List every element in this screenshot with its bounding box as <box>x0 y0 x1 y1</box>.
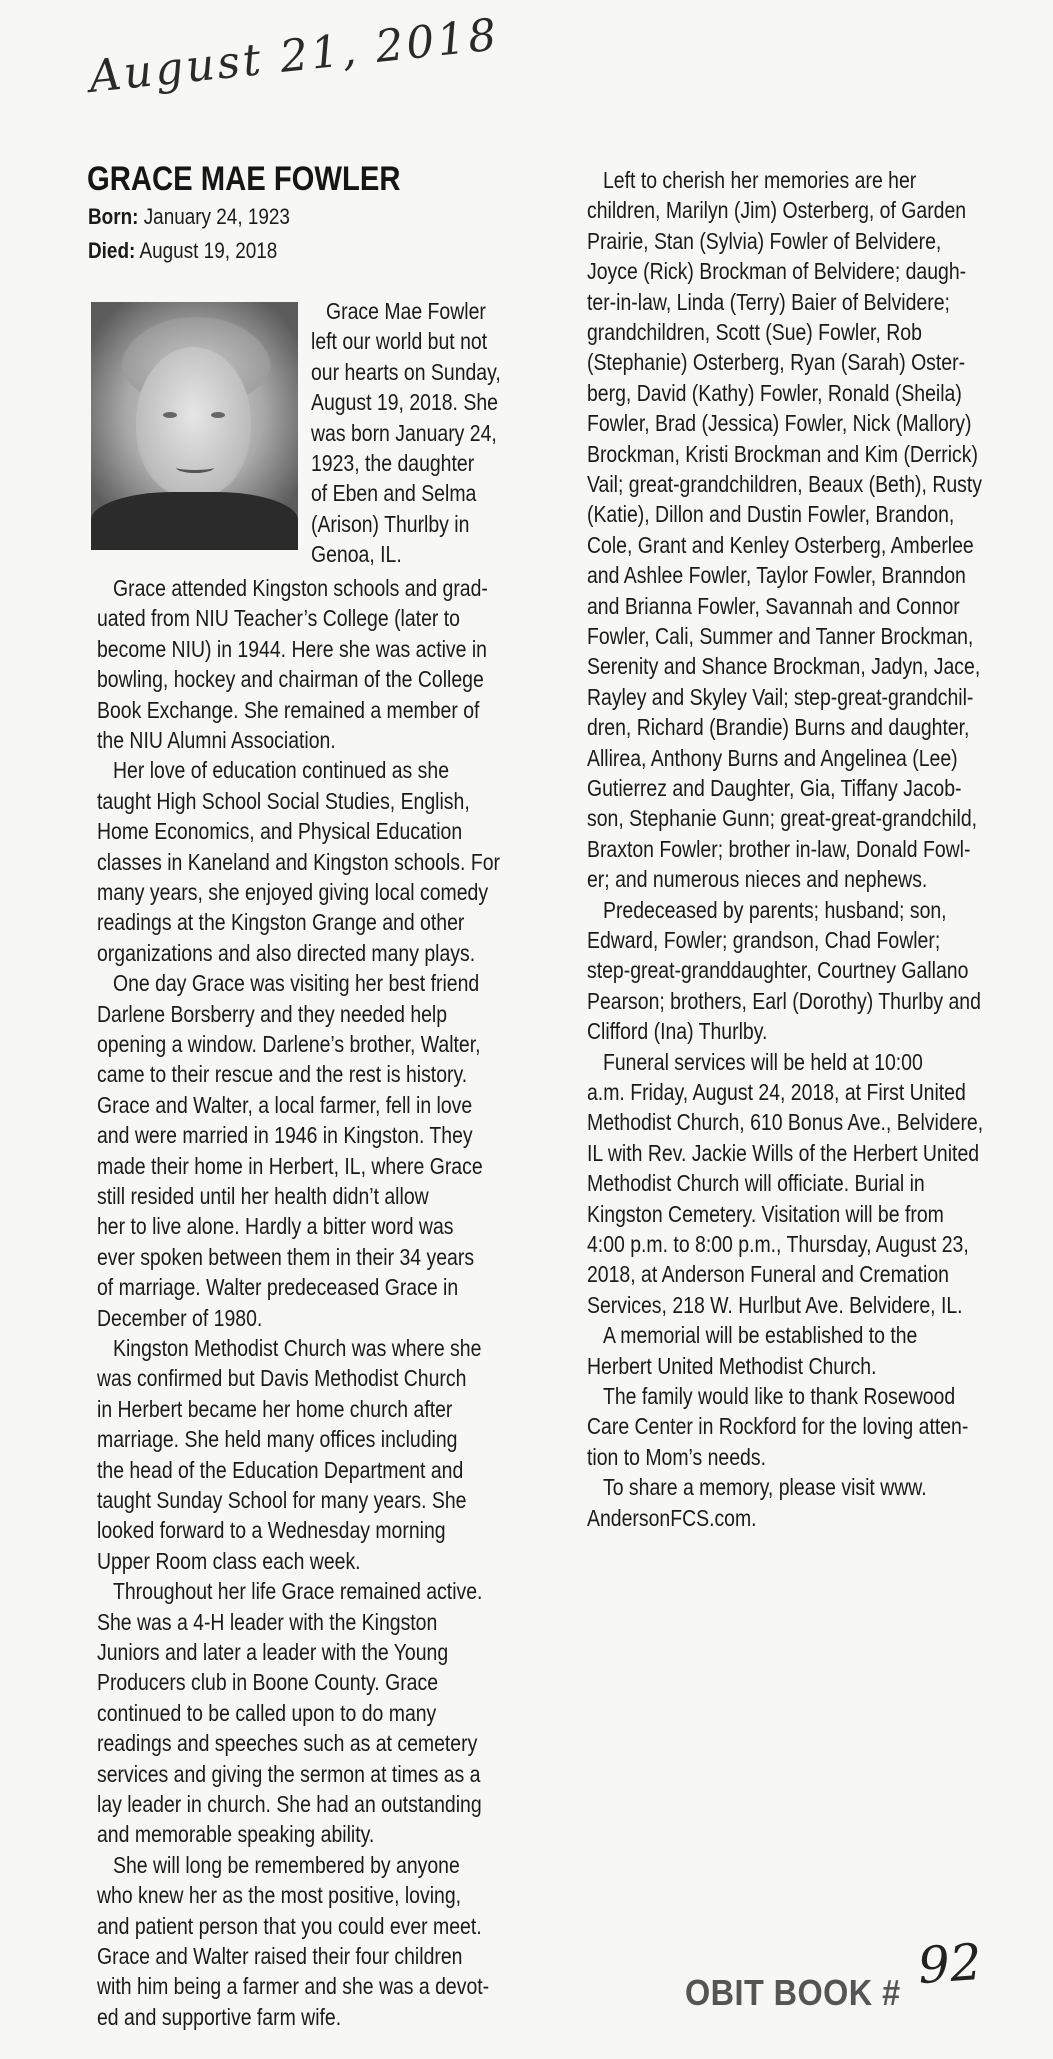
text-line: and patient person that you could ever meet. <box>97 1912 482 1939</box>
text-line: Darlene Borsberry and they needed help <box>97 1000 448 1027</box>
paragraph-line <box>587 347 1034 377</box>
paragraph-line <box>97 1211 519 1241</box>
paragraph-line <box>97 1698 499 1728</box>
text-line: Kingston Cemetery. Visitation will be from <box>587 1200 944 1227</box>
text-line: Grace and Walter raised their four children <box>97 1943 463 1969</box>
paragraph-line <box>97 1667 501 1697</box>
text-line: Clifford (Ina) Thurlby. <box>587 1018 768 1045</box>
paragraph-line <box>587 1290 1031 1320</box>
text-line: To share a memory, please visit www. <box>603 1474 927 1501</box>
text-line: looked forward to a Wednesday morning <box>97 1517 446 1544</box>
text-line: was confirmed but Davis Methodist Church <box>97 1365 467 1392</box>
text-line: organizations and also directed many plays. <box>97 939 476 966</box>
text-line: ter-in-law, Linda (Terry) Baier of Belvidere; <box>587 288 950 315</box>
paragraph-line <box>587 499 1022 529</box>
paragraph-line <box>97 1151 553 1181</box>
text-line: Joyce (Rick) Brockman of Belvidere; daugh- <box>587 258 967 285</box>
paragraph-line <box>97 1728 547 1758</box>
text-line: Brockman, Kristi Brockman and Kim (Derrick) <box>587 440 978 467</box>
paragraph-line <box>603 1381 1020 1411</box>
intro-line <box>326 296 515 326</box>
paragraph-line <box>97 1880 528 1910</box>
text-line: er; and numerous nieces and nephews. <box>587 866 928 893</box>
paragraph-line <box>587 560 1035 590</box>
paragraph-line <box>587 226 1006 256</box>
paragraph-line <box>97 1424 524 1454</box>
text-line: (Arison) Thurlby in <box>311 510 470 537</box>
paragraph-line <box>587 530 1045 560</box>
paragraph-line <box>97 1941 530 1971</box>
text-line: dren, Richard (Brandie) Burns and daughter, <box>587 714 970 741</box>
paragraph-line <box>113 755 511 785</box>
paragraph-line <box>603 1320 975 1350</box>
text-line: bowling, hockey and chairman of the College <box>97 666 484 693</box>
paragraph-line <box>587 864 990 894</box>
born-date: January 24, 1923 <box>143 204 290 229</box>
text-line: Pearson; brothers, Earl (Dorothy) Thurlby and <box>587 987 981 1014</box>
text-line: services and giving the sermon at times as a <box>97 1760 481 1787</box>
paragraph-line <box>97 1637 513 1667</box>
paragraph-line <box>587 378 1031 408</box>
text-line: ed and supportive farm wife. <box>97 2003 342 2030</box>
text-line: ever spoken between them in their 34 years <box>97 1243 475 1270</box>
text-line: (Katie), Dillon and Dustin Fowler, Brandon, <box>587 501 955 528</box>
paragraph-line <box>587 591 1028 621</box>
paragraph-line <box>587 986 1053 1016</box>
text-line: was born January 24, <box>311 419 497 446</box>
paragraph-line <box>97 1303 293 1333</box>
text-line: Allirea, Anthony Burns and Angelinea (Lee) <box>587 744 958 771</box>
text-line: Methodist Church, 610 Bonus Ave., Belvidere, <box>587 1109 984 1136</box>
paragraph-line <box>587 1442 799 1472</box>
paragraph-line <box>587 1138 1051 1168</box>
text-line: and Ashlee Fowler, Taylor Fowler, Branndon <box>587 562 966 589</box>
text-line: She was a 4-H leader with the Kingston <box>97 1608 438 1635</box>
text-line: tion to Mom’s needs. <box>587 1443 766 1470</box>
died-date: August 19, 2018 <box>139 238 278 263</box>
born-label: Born: <box>88 204 139 229</box>
text-line: Services, 218 W. Hurlbut Ave. Belvidere, IL. <box>587 1291 963 1318</box>
text-line: son, Stephanie Gunn; great-great-grandchild, <box>587 805 978 832</box>
paragraph-line <box>97 816 529 846</box>
intro-line <box>311 357 536 387</box>
paragraph-line <box>587 1351 930 1381</box>
text-line: Juniors and later a leader with the Young <box>97 1639 449 1665</box>
text-line: taught High School Social Studies, English, <box>97 787 470 814</box>
text-line: Grace attended Kingston schools and grad- <box>113 575 488 601</box>
text-line: came to their rescue and the rest is history. <box>97 1061 468 1088</box>
text-line: who knew her as the most positive, loving, <box>97 1882 462 1909</box>
died-line <box>88 238 277 264</box>
text-line: She will long be remembered by anyone <box>113 1851 460 1878</box>
paragraph-line <box>97 1971 561 2001</box>
paragraph-line <box>113 1576 550 1606</box>
paragraph-line <box>587 1107 1053 1137</box>
text-line: Rayley and Skyley Vail; step-great-grandchil- <box>587 683 974 710</box>
paragraph-line <box>97 1546 409 1576</box>
text-line: and Brianna Fowler, Savannah and Connor <box>587 592 960 619</box>
text-line: a.m. Friday, August 24, 2018, at First United <box>587 1079 966 1105</box>
paragraph-line <box>97 1789 552 1819</box>
obit-book-stamp: OBIT BOOK # <box>685 1972 901 2013</box>
paragraph-line <box>587 803 1049 833</box>
text-line: berg, David (Kathy) Fowler, Ronald (Sheila) <box>587 379 962 406</box>
paragraph-line <box>97 1911 552 1941</box>
paragraph-line <box>97 725 380 755</box>
paragraph-line <box>603 1472 986 1502</box>
text-line: readings and speeches such as at cemetery <box>97 1730 478 1757</box>
text-line: AndersonFCS.com. <box>587 1504 757 1531</box>
intro-line <box>311 478 507 508</box>
intro-line <box>311 448 504 478</box>
text-line: Gutierrez and Daughter, Gia, Tiffany Jacob- <box>587 775 962 801</box>
text-line: Grace and Walter, a local farmer, fell in love <box>97 1091 473 1118</box>
text-line: (Stephanie) Osterberg, Ryan (Sarah) Oster- <box>587 349 966 376</box>
text-line: The family would like to thank Rosewood <box>603 1383 956 1409</box>
paragraph-line <box>587 1229 1039 1259</box>
text-line: of marriage. Walter predeceased Grace in <box>97 1274 459 1301</box>
intro-line <box>311 509 498 539</box>
text-line: Cole, Grant and Kenley Osterberg, Amberlee <box>587 531 974 558</box>
obituary-name-heading: GRACE MAE FOWLER <box>87 160 401 198</box>
text-line: Left to cherish her memories are her <box>603 167 917 193</box>
text-line: Fowler, Brad (Jessica) Fowler, Nick (Mallory) <box>587 410 972 437</box>
paragraph-line <box>97 1181 490 1211</box>
paragraph-line <box>97 634 559 664</box>
text-line: with him being a farmer and she was a devot- <box>97 1973 490 2000</box>
text-line: Grace Mae Fowler <box>326 298 486 324</box>
paragraph-line <box>587 712 1040 742</box>
paragraph-line <box>113 573 557 603</box>
paragraph-line <box>97 847 574 877</box>
paragraph-line <box>97 1607 500 1637</box>
paragraph-line <box>97 786 538 816</box>
paragraph-line <box>97 1120 542 1150</box>
text-line: Throughout her life Grace remained active. <box>113 1578 483 1605</box>
text-line: Methodist Church will officiate. Burial in <box>587 1170 925 1197</box>
text-line: Book Exchange. She remained a member of <box>97 696 480 723</box>
text-line: Prairie, Stan (Sylvia) Fowler of Belvidere, <box>587 227 942 254</box>
text-line: Her love of education continued as she <box>113 757 450 784</box>
text-line: her to live alone. Hardly a bitter word was <box>97 1213 454 1240</box>
text-line: Genoa, IL. <box>311 541 402 568</box>
paragraph-line <box>97 1272 524 1302</box>
text-line: of Eben and Selma <box>311 480 477 507</box>
intro-line <box>311 387 532 417</box>
paragraph-line <box>587 834 1041 864</box>
text-line: marriage. She held many offices including <box>97 1426 458 1453</box>
paragraph-line <box>587 287 1017 317</box>
paragraph-line <box>97 877 560 907</box>
paragraph-line <box>587 469 1053 499</box>
text-line: step-great-granddaughter, Courtney Gallano <box>587 957 969 984</box>
text-line: grandchildren, Scott (Sue) Fowler, Rob <box>587 319 922 345</box>
text-line: still resided until her health didn’t allow <box>97 1183 429 1209</box>
text-line: December of 1980. <box>97 1304 263 1331</box>
text-line: A memorial will be established to the <box>603 1322 918 1349</box>
paragraph-line <box>97 1515 510 1545</box>
text-line: 2018, at Anderson Funeral and Cremation <box>587 1261 949 1288</box>
paragraph-line <box>113 1850 523 1880</box>
paragraph-line <box>97 907 532 937</box>
paragraph-line <box>587 1199 1009 1229</box>
paragraph-line <box>587 743 1026 773</box>
paragraph-line <box>587 621 1044 651</box>
text-line: our hearts on Sunday, <box>311 358 501 385</box>
paragraph-line <box>97 1485 534 1515</box>
paragraph-line <box>587 1168 987 1198</box>
paragraph-line <box>97 1759 551 1789</box>
text-line: IL with Rev. Jackie Wills of the Herbert United <box>587 1139 980 1166</box>
text-line: become NIU) in 1944. Here she was active in <box>97 635 487 662</box>
text-line: the NIU Alumni Association. <box>97 727 336 753</box>
text-line: Upper Room class each week. <box>97 1547 361 1574</box>
paragraph-line <box>97 1090 541 1120</box>
text-line: Herbert United Methodist Church. <box>587 1352 877 1379</box>
text-line: the head of the Education Department and <box>97 1456 464 1483</box>
text-line: classes in Kaneland and Kingston schools. For <box>97 848 500 875</box>
text-line: Home Economics, and Physical Education <box>97 818 463 845</box>
handwritten-date: August 21, 2018 <box>86 9 502 104</box>
paragraph-line <box>97 1394 518 1424</box>
paragraph-line <box>113 968 546 998</box>
paragraph-line <box>97 938 544 968</box>
text-line: Predeceased by parents; husband; son, <box>603 896 947 923</box>
paragraph-line <box>603 165 974 195</box>
text-line: August 19, 2018. She <box>311 389 498 416</box>
intro-line <box>311 539 418 569</box>
text-line: Serenity and Shance Brockman, Jadyn, Jace, <box>587 653 981 680</box>
text-line: children, Marilyn (Jim) Osterberg, of Garden <box>587 197 967 224</box>
text-line: readings at the Kingston Grange and other <box>97 909 465 936</box>
paragraph-line <box>587 682 1044 712</box>
text-line: Kingston Methodist Church was where she <box>113 1335 482 1361</box>
paragraph-line <box>113 1333 549 1363</box>
text-line: made their home in Herbert, IL, where Grace <box>97 1152 483 1179</box>
text-line: lay leader in church. She had an outstanding <box>97 1791 482 1817</box>
paragraph-line <box>587 256 1036 286</box>
paragraph-line <box>587 925 1005 955</box>
text-line: Edward, Fowler; grandson, Chad Fowler; <box>587 927 941 953</box>
paragraph-line <box>587 317 983 347</box>
paragraph-line <box>603 895 1010 925</box>
paragraph-line <box>587 1016 800 1046</box>
text-line: in Herbert became her home church after <box>97 1395 453 1422</box>
paragraph-line <box>587 955 1038 985</box>
paragraph-line <box>97 1455 530 1485</box>
text-line: uated from NIU Teacher’s College (later to <box>97 605 460 632</box>
paragraph-line <box>97 1819 425 1849</box>
text-line: taught Sunday School for many years. She <box>97 1487 467 1513</box>
paragraph-line <box>97 695 550 725</box>
text-line: Producers club in Boone County. Grace <box>97 1669 439 1696</box>
paragraph-line <box>587 1411 1038 1441</box>
text-line: continued to be called upon to do many <box>97 1699 437 1726</box>
paragraph-line <box>587 439 1050 469</box>
text-line: Funeral services will be held at 10:00 <box>603 1048 923 1075</box>
text-line: left our world but not <box>311 328 488 355</box>
died-label: Died: <box>88 238 136 263</box>
paragraph-line <box>587 651 1052 681</box>
paragraph-line <box>97 2002 386 2032</box>
paragraph-line <box>97 1242 543 1272</box>
text-line: Vail; great-grandchildren, Beaux (Beth), Rusty <box>587 471 983 497</box>
paragraph-line <box>587 408 1042 438</box>
text-line: One day Grace was visiting her best friend <box>113 970 480 997</box>
portrait-photo <box>91 302 298 550</box>
paragraph-line <box>587 1259 1015 1289</box>
paragraph-line <box>97 1059 535 1089</box>
paragraph-line <box>97 999 511 1029</box>
text-line: Care Center in Rockford for the loving atten- <box>587 1413 969 1440</box>
text-line: Fowler, Cali, Summer and Tanner Brockman, <box>587 623 974 649</box>
text-line: and memorable speaking ability. <box>97 1821 375 1848</box>
obit-book-number: 92 <box>916 1932 984 1996</box>
paragraph-line <box>587 195 1036 225</box>
paragraph-line <box>97 603 527 633</box>
paragraph-line <box>97 664 555 694</box>
paragraph-line <box>587 1503 788 1533</box>
text-line: opening a window. Darlene’s brother, Walter, <box>97 1031 481 1057</box>
born-line <box>88 204 290 230</box>
intro-line <box>311 326 519 356</box>
intro-line <box>311 418 531 448</box>
paragraph-line <box>587 773 1030 803</box>
text-line: Braxton Fowler; brother in-law, Donald Fowl- <box>587 835 971 862</box>
paragraph-line <box>97 1029 551 1059</box>
paragraph-line <box>587 1077 1035 1107</box>
paragraph-line <box>603 1047 981 1077</box>
text-line: 1923, the daughter <box>311 450 475 476</box>
paragraph-line <box>97 1363 534 1393</box>
text-line: 4:00 p.m. to 8:00 p.m., Thursday, August 23, <box>587 1231 969 1257</box>
text-line: many years, she enjoyed giving local comedy <box>97 879 489 905</box>
text-line: and were married in 1946 in Kingston. They <box>97 1122 473 1149</box>
